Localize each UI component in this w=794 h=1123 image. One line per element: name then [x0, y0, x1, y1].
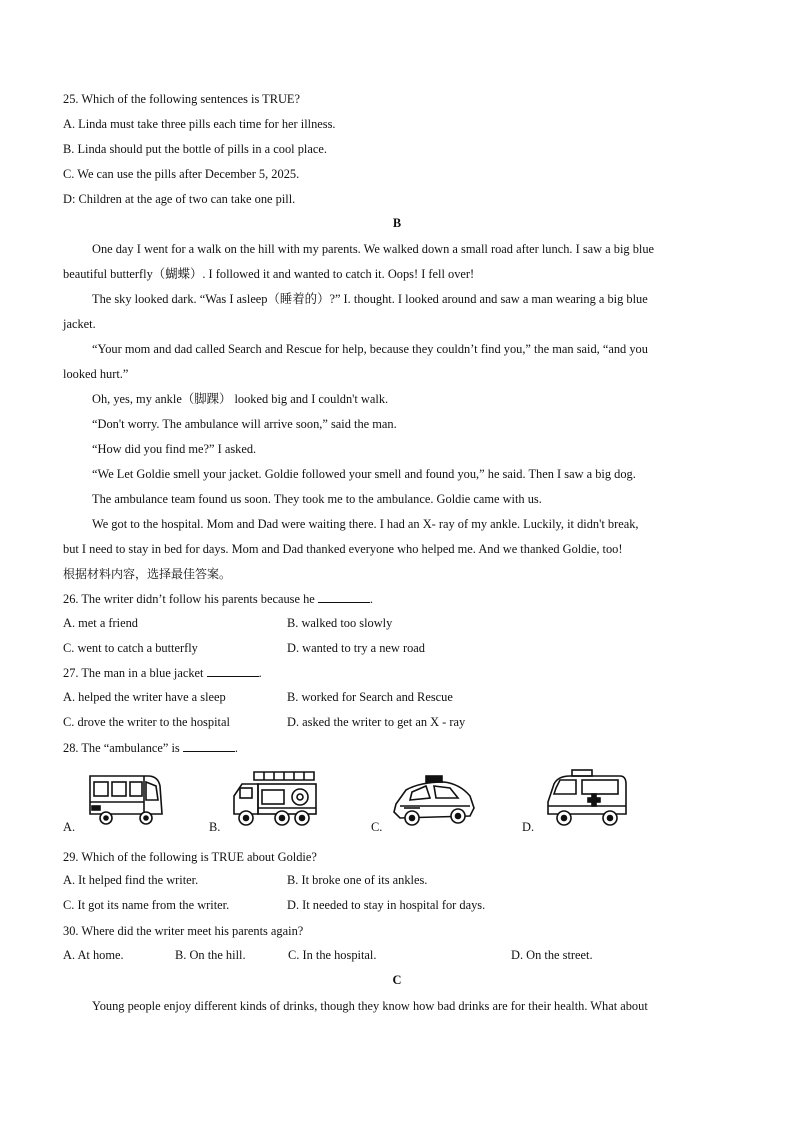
section-c-label: C: [392, 973, 402, 987]
q30-option-a: A. At home.: [63, 948, 124, 962]
bus-icon: [84, 770, 166, 830]
q29-option-d: D. It needed to stay in hospital for days.: [287, 898, 486, 912]
answer-blank: [318, 592, 370, 603]
q26-stem: 26. The writer didn’t follow his parents because he .: [63, 592, 373, 606]
q26-option-c: C. went to catch a butterfly: [63, 641, 198, 655]
q27-option-c: C. drove the writer to the hospital: [63, 715, 230, 729]
q29-stem: 29. Which of the following is TRUE about Goldie?: [63, 850, 317, 864]
q30-stem: 30. Where did the writer meet his parents again?: [63, 924, 304, 938]
q27-option-b: B. worked for Search and Rescue: [287, 690, 453, 704]
q26-option-a: A. met a friend: [63, 616, 139, 630]
answer-blank: [183, 741, 235, 752]
passage-b-line: “How did you find me?” I asked.: [92, 442, 257, 456]
passage-b-line: looked hurt.”: [63, 367, 129, 381]
police-car-icon: [390, 770, 478, 830]
ambulance-icon: [542, 766, 630, 830]
q29-option-c: C. It got its name from the writer.: [63, 898, 230, 912]
q27-stem: 27. The man in a blue jacket .: [63, 666, 262, 680]
q25-option-d: D: Children at the age of two can take one pill.: [63, 192, 296, 206]
q25-option-c: C. We can use the pills after December 5, 2025.: [63, 167, 300, 181]
q28-option-d: D.: [522, 820, 535, 834]
passage-b-line: “Don't worry. The ambulance will arrive soon,” said the man.: [92, 417, 397, 431]
q26-option-b: B. walked too slowly: [287, 616, 393, 630]
q30-option-b: B. On the hill.: [175, 948, 246, 962]
q30-option-d: D. On the street.: [511, 948, 593, 962]
passage-c-line: Young people enjoy different kinds of drinks, though they know how bad drinks are for their health. What about: [92, 999, 648, 1013]
instruction: 根据材料内容，选择最佳答案。: [63, 567, 232, 581]
passage-b-line: One day I went for a walk on the hill with my parents. We walked down a small road after lunch. I saw a big blue: [92, 242, 655, 256]
q28-stem: 28. The “ambulance” is .: [63, 741, 238, 755]
q28-option-b: B.: [209, 820, 221, 834]
passage-b-line: but I need to stay in bed for days. Mom and Dad thanked everyone who helped me. And we thanked Goldie, too!: [63, 542, 623, 556]
q25-option-b: B. Linda should put the bottle of pills in a cool place.: [63, 142, 327, 156]
q27-option-d: D. asked the writer to get an X - ray: [287, 715, 466, 729]
q26-option-d: D. wanted to try a new road: [287, 641, 425, 655]
passage-b-line: beautiful butterfly（蝴蝶）. I followed it and wanted to catch it. Oops! I fell over!: [63, 267, 475, 281]
passage-b-line: The sky looked dark. “Was I asleep（睡着的）?” I. thought. I looked around and saw a man wearing a big blue: [92, 292, 648, 306]
passage-b-line: “Your mom and dad called Search and Rescue for help, because they couldn’t find you,” the man said, “and you: [92, 342, 648, 356]
q25-stem: 25. Which of the following sentences is TRUE?: [63, 92, 300, 106]
passage-b-line: The ambulance team found us soon. They took me to the ambulance. Goldie came with us.: [92, 492, 542, 506]
passage-b-line: jacket.: [63, 317, 96, 331]
q27-option-a: A. helped the writer have a sleep: [63, 690, 226, 704]
passage-b-line: We got to the hospital. Mom and Dad were waiting there. I had an X- ray of my ankle. Luckily, it didn't break,: [92, 517, 639, 531]
q30-option-c: C. In the hospital.: [288, 948, 377, 962]
section-b-label: B: [392, 216, 402, 230]
answer-blank: [207, 666, 259, 677]
q25-option-a: A. Linda must take three pills each time for her illness.: [63, 117, 336, 131]
q29-option-a: A. It helped find the writer.: [63, 873, 199, 887]
passage-b-line: “We Let Goldie smell your jacket. Goldie followed your smell and found you,” he said. Then I saw a big dog.: [92, 467, 636, 481]
passage-b-line: Oh, yes, my ankle（脚踝） looked big and I couldn't walk.: [92, 392, 389, 406]
q29-option-b: B. It broke one of its ankles.: [287, 873, 428, 887]
q28-option-a: A.: [63, 820, 76, 834]
fire-truck-icon: [230, 768, 322, 830]
q28-option-c: C.: [371, 820, 383, 834]
